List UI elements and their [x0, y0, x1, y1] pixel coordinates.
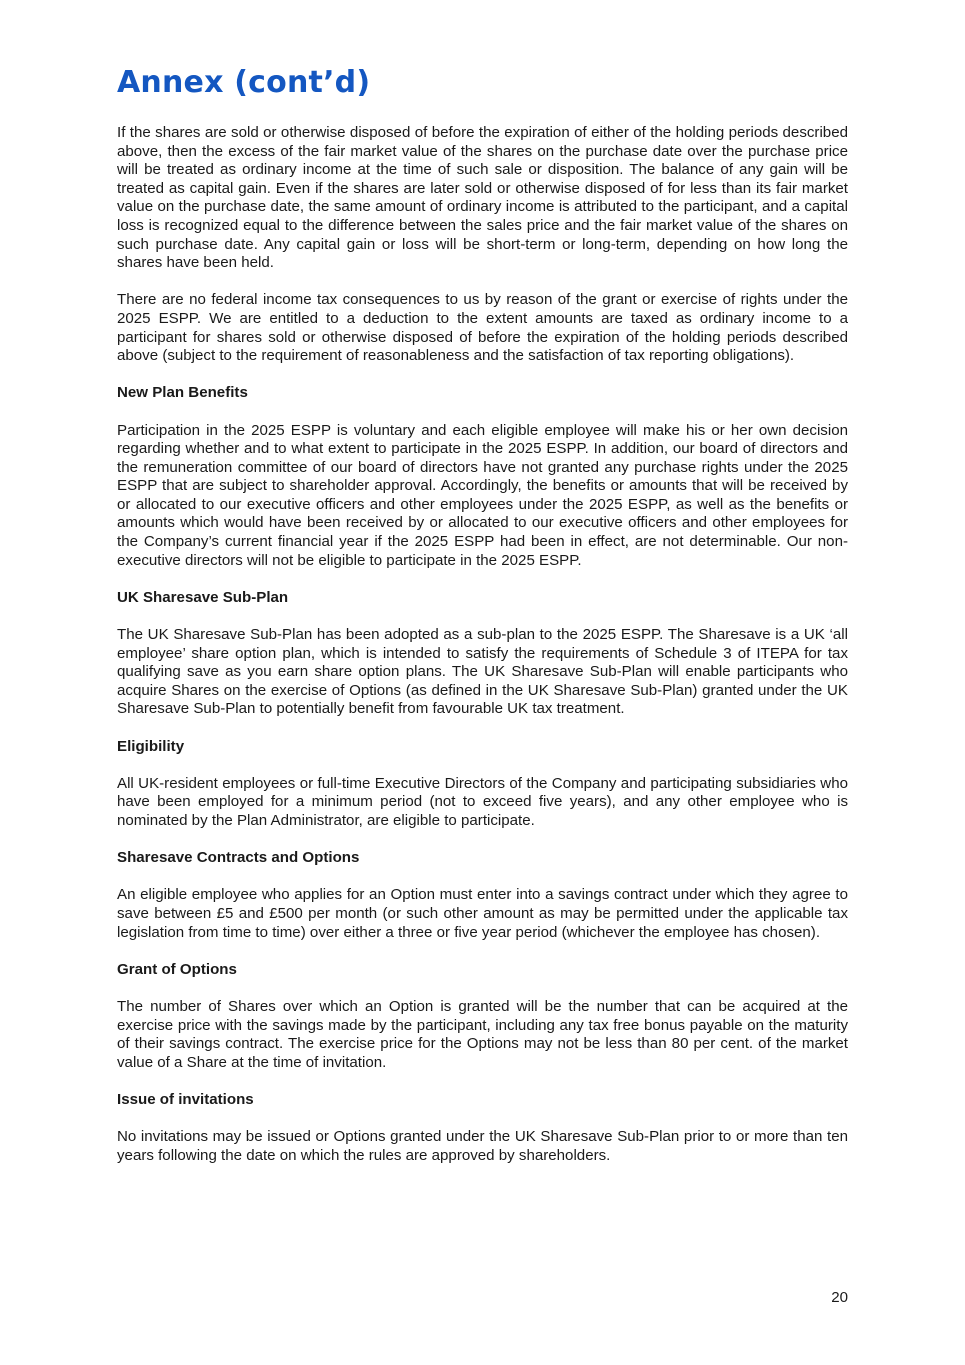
- page-number: 20: [831, 1289, 848, 1306]
- document-page: [117, 60, 848, 1184]
- page-title: Annex (cont’d): [117, 65, 371, 100]
- paragraph-eligibility: All UK-resident employees or full-time Executive Directors of the Company and participating subsidiaries who have been employed for a minimum period (not to exceed five years), and any other employee who is nominated by the Plan Administrator, are eligible to participate.: [117, 774, 848, 829]
- paragraph-holding-period-disposition: If the shares are sold or otherwise disposed of before the expiration of either of the holding periods described above, then the excess of the fair market value of the shares on the purchase date over the purchase price will be treated as ordinary income at the time of such sale or disposition. The balance of any gain will be treated as capital gain. Even if the shares are later sold or otherwise disposed of for less than its fair market value on the purchase date, the same amount of ordinary income is attributed to the participant, and a capital loss is recognized equal to the difference between the sales price and the fair market value of the shares on such purchase date. Any capital gain or loss will be short-term or long-term, depending on how long the shares have been held.: [117, 124, 848, 272]
- section-heading-new-plan-benefits: New Plan Benefits: [117, 384, 248, 402]
- section-heading-grant-of-options: Grant of Options: [117, 960, 237, 978]
- section-heading-issue-of-invitations: Issue of invitations: [117, 1090, 254, 1108]
- paragraph-grant-of-options: The number of Shares over which an Option is granted will be the number that can be acquired at the exercise price with the savings made by the participant, including any tax free bonus payable on the maturity of their savings contract. The exercise price for the Options may not be less than 80 per cent. of the market value of a Share at the time of invitation.: [117, 997, 848, 1071]
- paragraph-uk-sharesave-sub-plan: The UK Sharesave Sub-Plan has been adopted as a sub-plan to the 2025 ESPP. The Sharesave is a UK ‘all employee’ share option plan, which is intended to satisfy the requirements of Schedule 3 of ITEPA for tax qualifying save as you earn share option plans. The UK Sharesave Sub-Plan will enable participants who acquire Shares on the exercise of Options (as defined in the UK Sharesave Sub-Plan) granted under the UK Sharesave Sub-Plan to potentially benefit from favourable UK tax treatment.: [117, 626, 848, 718]
- section-heading-eligibility: Eligibility: [117, 737, 185, 755]
- section-heading-sharesave-contracts: Sharesave Contracts and Options: [117, 849, 360, 867]
- paragraph-new-plan-benefits: Participation in the 2025 ESPP is voluntary and each eligible employee will make his or her own decision regarding whether and to what extent to participate in the 2025 ESPP. In addition, our board of directors and the remuneration committee of our board of directors have not granted any purchase rights under the 2025 ESPP that are subject to shareholder approval. Accordingly, the benefits or amounts that will be received by or allocated to our executive officers and other employees under the 2025 ESPP, as well as the benefits or amounts which would have been received by or allocated to our executive officers and other employees for the Company’s current financial year if the 2025 ESPP had been in effect, are not determinable. Our non-executive directors will not be eligible to participate in the 2025 ESPP.: [117, 421, 848, 569]
- paragraph-sharesave-contracts: An eligible employee who applies for an Option must enter into a savings contract under which they agree to save between £5 and £500 per month (or such other amount as may be permitted under the applicable tax legislation from time to time) over either a three or five year period (whichever the employee has chosen).: [117, 886, 848, 941]
- section-heading-uk-sharesave-sub-plan: UK Sharesave Sub-Plan: [117, 588, 289, 606]
- paragraph-federal-tax-consequences: There are no federal income tax consequences to us by reason of the grant or exercise of rights under the 2025 ESPP. We are entitled to a deduction to the extent amounts are taxed as ordinary income to a participant for shares sold or otherwise disposed of before the expiration of the holding periods described above (subject to the requirement of reasonableness and the satisfaction of tax reporting obligations).: [117, 291, 848, 365]
- paragraph-issue-of-invitations: No invitations may be issued or Options granted under the UK Sharesave Sub-Plan prior to or more than ten years following the date on which the rules are approved by shareholders.: [117, 1128, 848, 1164]
